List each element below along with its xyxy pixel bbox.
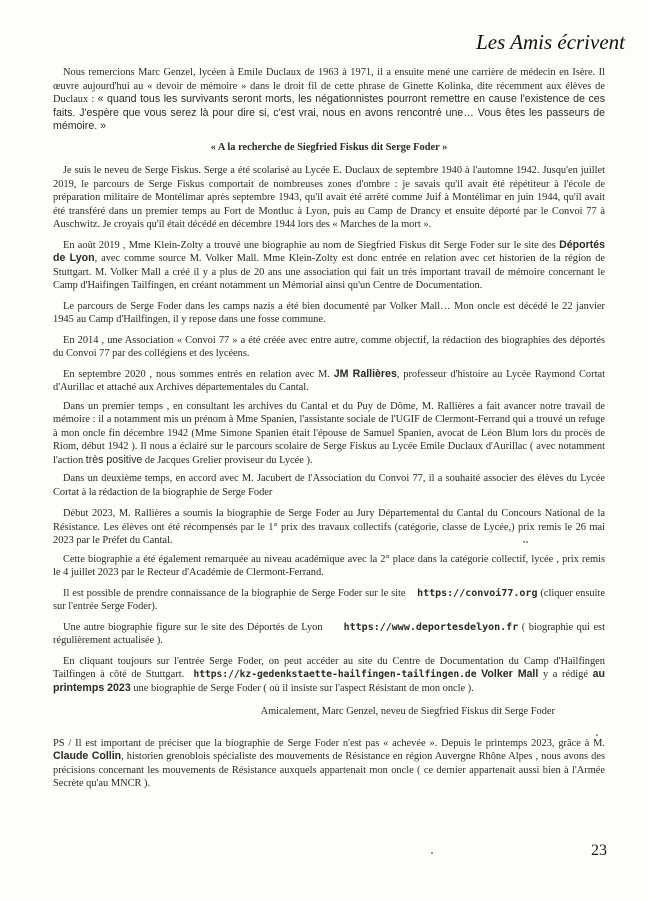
paragraph-rallieres: En septembre 2020 , nous sommes entrés en relation avec M. JM Rallières, professeur d'histoire au Lycée Raymond Cortat d'Aurillac et attaché aux Archives départementales du Cantal.	[53, 367, 605, 393]
page-number: 23	[591, 842, 607, 859]
emphasis-positive: très positive	[85, 453, 143, 466]
paragraph-convoi-link: Il est possible de prendre connaissance de la biographie de Serge Foder sur le site https://convoi77.org (cliquer ensuite sur l'entrée Serge Foder).	[53, 587, 605, 612]
ink-speck	[526, 541, 528, 543]
paragraph-first-step: Dans un premier temps , en consultant les archives du Cantal et du Puy de Dôme, M. Rallières a fait avancer notre travail de mémoire : il a notamment mis un prénom à Mme Spanien, l'assistante sociale de l'UGIF de Clermont-Ferrand qui a trouvé un refuge à mon oncle fin décembre 1942 (Mme Simone Spanien était l'épouse de Samuel Spanien, avocat de Léon Blum lors du procès de Riom, début 1942 ). Il nous a éclairé sur le parcours scolaire de Serge Fiskus au Lycée Emile Duclaux d'Aurillac ( avec notamment l'action très positive de Jacques Grelier proviseur du Lycée ).	[53, 400, 605, 466]
name-rallieres: JM Rallières	[333, 367, 397, 380]
paragraph-deportes-link: Une autre biographie figure sur le site des Déportés de Lyon https://www.deportesdelyon.fr ( biographie qui est régulièrement actualisée ).	[53, 621, 605, 646]
ink-speck	[523, 541, 525, 543]
paragraph-prize-cantal: Début 2023, M. Rallières a soumis la biographie de Serge Foder au Jury Départemental du Cantal du Concours National de la Résistance. Les élèves ont été récompensés par le 1° prix des travaux collectifs (catégorie, classe de Lycée,) prix remis le 26 mai 2023 par le Préfet du Cantal.	[53, 508, 605, 546]
site-name-deportes: Déportés de Lyon	[53, 238, 606, 264]
article-subtitle: « A la recherche de Siegfried Fiskus dit Serge Foder »	[210, 141, 448, 153]
paragraph-hailfingen-link: En cliquant toujours sur l'entrée Serge Foder, on peut accéder au site du Centre de Documentation du Camp d'Hailfingen Tailfingen à côté de Stuttgart. https://kz-gedenkstaette-hailfingen-tailfingen.de Volker Mall y a rédigé au printemps 2023 une biographie de Serge Foder ( où il insiste sur l'aspect Résistant de mon oncle ).	[53, 655, 605, 694]
ink-speck	[431, 852, 433, 854]
intro-paragraph: Nous remercions Marc Genzel, lycéen à Emile Duclaux de 1963 à 1971, il a ensuite mené une carrière de médecin en Isère. Il œuvre aujourd'hui au « devoir de mémoire » dans le droit fil de cette phrase de Ginette Kolinka, dite récemment aux élèves de Duclaux : « quand tous les survivants seront morts, les négationnistes pourront remettre en cause l'existence de ces faits. J'espère que vous serez là pour dire si, c'est vrai, nous en avons rencontré une… Vous êtes les passeurs de mémoire. »	[53, 67, 605, 132]
paragraph-camps: Le parcours de Serge Foder dans les camps nazis a été bien documenté par Volker Mall… Mon oncle est décédé le 22 janvier 1945 au Camp d'Hailfingen, il y repose dans une fosse commune.	[53, 300, 605, 325]
link-deportesdelyon[interactable]: https://www.deportesdelyon.fr	[343, 621, 519, 633]
paragraph-second-step: Dans un deuxième temps, en accord avec M. Jacubert de l'Association du Convoi 77, il a souhaité associer des élèves du Lycée Cortat à la rédaction de la biographie de Serge Foder	[53, 473, 605, 498]
name-claude-collin: Claude Collin	[53, 750, 122, 762]
article-body	[53, 66, 605, 796]
section-header: Les Amis écrivent	[476, 30, 625, 54]
name-volker-mall: Volker Mall	[481, 668, 539, 680]
ink-speck	[596, 734, 598, 736]
signature: Amicalement, Marc Genzel, neveu de Siegfried Fiskus dit Serge Foder	[260, 706, 555, 717]
paragraph-biography-found: En août 2019 , Mme Klein-Zolty a trouvé une biographie au nom de Siegfried Fiskus dit Serge Foder sur le site des Déportés de Lyon, avec comme source M. Volker Mall. Mme Klein-Zolty est donc entrée en relation avec cet historien de la région de Stuttgart. M. Volker Mall a créé il y a plus de 20 ans une association qui fait un très important travail de mémoire concernant le Camp d'Haifingen Tailfingen, en créant notamment un Mémorial ainsi qu'un Centre de Documentation.	[53, 238, 606, 291]
date-printemps: au printemps 2023	[53, 668, 605, 694]
paragraph-prize-academy: Cette biographie a été également remarquée au niveau académique avec la 2° place dans la catégorie collectif, lycée , prix remis le 4 juillet 2023 par le Recteur d'Académie de Clermont-Ferrand.	[53, 553, 605, 578]
link-convoi77[interactable]: https://convoi77.org	[417, 587, 538, 599]
paragraph-convoi77: En 2014 , une Association « Convoi 77 » a été créée avec entre autre, comme objectif, la rédaction des biographies des déportés du Convoi 77 par des collégiens et des lycéens.	[53, 334, 605, 359]
kolinka-quote: « quand tous les survivants seront morts, les négationnistes pourront remettre en cause l'existence de ces faits. J'espère que vous serez là pour dire si, c'est vrai, nous en avons rencontré une… Vous êtes les passeurs de mémoire. »	[53, 93, 605, 132]
postscript: PS / Il est important de préciser que la biographie de Serge Foder n'est pas « achevée ». Depuis le printemps 2023, grâce à M. Claude Collin, historien grenoblois spécialiste des mouvements de Résistance en région Auvergne Rhône Alpes , nous avons des précisions concernant les mouvements de Résistance auxquels appartenait mon oncle ( ce dernier appartenait aussi bien à l'Armée Secrète qu'au MNCR ).	[53, 737, 605, 789]
link-hailfingen[interactable]: https://kz-gedenkstaette-hailfingen-tailfingen.de	[193, 669, 477, 680]
paragraph-nephew: Je suis le neveu de Serge Fiskus. Serge a été scolarisé au Lycée E. Duclaux de septembre 1940 à l'automne 1942. Jusqu'en juillet 2019, le parcours de Serge Fiskus comportait de nombreuses zones d'ombre : je savais qu'il avait été répétiteur à l'école de préparation militaire de Montélimar après septembre 1943, qu'il avait été arrêté comme Juif à Montélimar en juin 1944, qu'il avait été transféré dans un premier temps au Fort de Montluc à Lyon, puis au Camp de Drancy et ensuite déporté par le Convoi 77 à Auschwitz. Je croyais qu'il était décédé en décembre 1944 lors des « Marches de la mort ».	[53, 165, 605, 230]
